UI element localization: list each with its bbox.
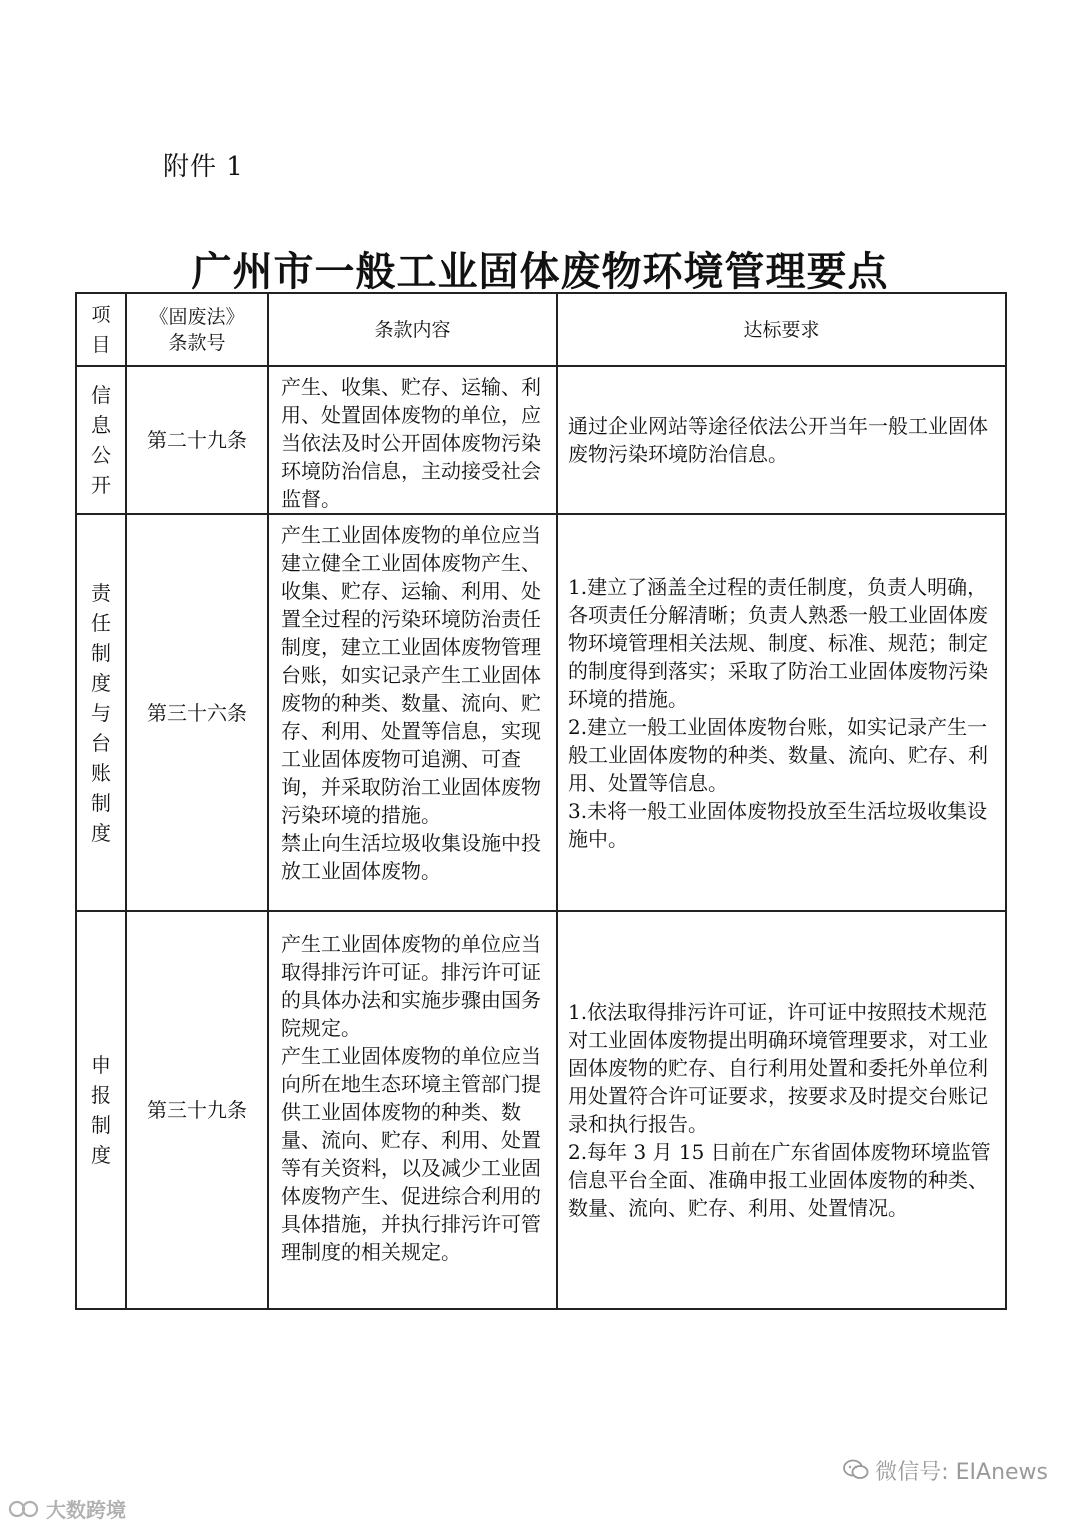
article-cell: 第三十九条 xyxy=(126,911,268,1309)
logo-icon xyxy=(8,1499,42,1524)
corner-logo: 大数跨境 xyxy=(8,1494,126,1524)
wechat-icon xyxy=(843,1459,869,1487)
table-row xyxy=(76,514,1006,911)
item-cell: 申报制度 xyxy=(76,911,126,1309)
content-cell: 产生、收集、贮存、运输、利用、处置固体废物的单位，应当依法及时公开固体废物污染环境防治信息，主动接受社会监督。 xyxy=(268,366,557,514)
table-header-row xyxy=(76,293,1006,366)
requirement-cell: 通过企业网站等途径依法公开当年一般工业固体废物污染环境防治信息。 xyxy=(557,366,1006,514)
header-content: 条款内容 xyxy=(268,293,557,366)
table-row xyxy=(76,366,1006,514)
article-cell: 第二十九条 xyxy=(126,366,268,514)
content-cell: 产生工业固体废物的单位应当建立健全工业固体废物产生、收集、贮存、运输、利用、处置全过程的污染环境防治责任制度，建立工业固体废物管理台账，如实记录产生工业固体废物的种类、数量、流向、贮存、利用、处置等信息，实现工业固体废物可追溯、可查询，并采取防治工业固体废物污染环境的措施。 禁止向生活垃圾收集设施中投放工业固体废物。 xyxy=(268,514,557,911)
document-title: 广州市一般工业固体废物环境管理要点 xyxy=(191,248,889,295)
requirement-cell: 1.依法取得排污许可证，许可证中按照技术规范对工业固体废物提出明确环境管理要求，对工业固体废物的贮存、自行利用处置和委托外单位利用处置符合许可证要求，按要求及时提交台账记录和执行报告。 2.每年 3 月 15 日前在广东省固体废物环境监管信息平台全面、准确申报工业固体废物的种类、数量、流向、贮存、利用、处置情况。 xyxy=(557,911,1006,1309)
header-item: 项目 xyxy=(76,293,126,366)
article-cell: 第三十六条 xyxy=(126,514,268,911)
header-requirement: 达标要求 xyxy=(557,293,1006,366)
requirement-cell: 1.建立了涵盖全过程的责任制度，负责人明确，各项责任分解清晰；负责人熟悉一般工业固体废物环境管理相关法规、制度、标准、规范；制定的制度得到落实；采取了防治工业固体废物污染环境的措施。 2.建立一般工业固体废物台账，如实记录产生一般工业固体废物的种类、数量、流向、贮存、利用、处置等信息。 3.未将一般工业固体废物投放至生活垃圾收集设施中。 xyxy=(557,514,1006,911)
wechat-watermark: 微信号: EIAnews xyxy=(843,1455,1048,1487)
table-row xyxy=(76,911,1006,1309)
item-cell: 信息公开 xyxy=(76,366,126,514)
item-cell: 责任制度与台账制度 xyxy=(76,514,126,911)
content-cell: 产生工业固体废物的单位应当取得排污许可证。排污许可证的具体办法和实施步骤由国务院规定。 产生工业固体废物的单位应当向所在地生态环境主管部门提供工业固体废物的种类、数量、流向、贮存、利用、处置等有关资料，以及减少工业固体废物产生、促进综合利用的具体措施，并执行排污许可管理制度的相关规定。 xyxy=(268,911,557,1309)
header-article: 《固废法》条款号 xyxy=(126,293,268,366)
attachment-label: 附件 1 xyxy=(163,152,244,182)
requirements-table xyxy=(75,292,1007,1310)
